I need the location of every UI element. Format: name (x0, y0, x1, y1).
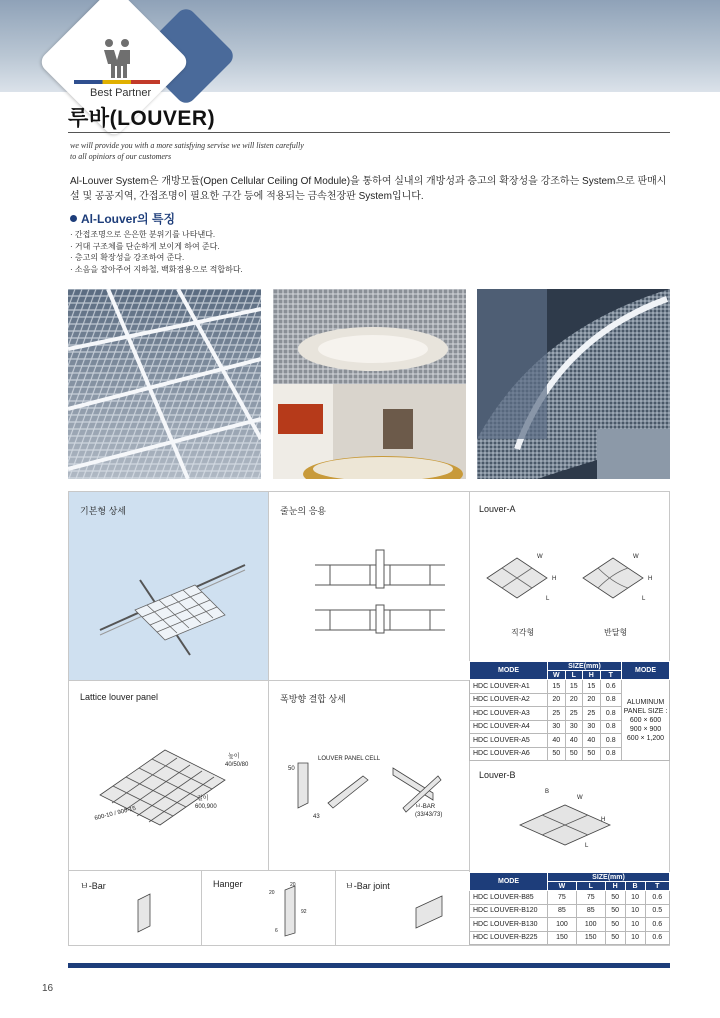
tagline (70, 140, 370, 162)
feature-item: · 층고의 확장성을 강조하여 준다. (70, 253, 185, 262)
table-b-col-l: L (576, 882, 605, 891)
hanger-label: Hanger (213, 879, 243, 889)
louver-a-h-label: H (552, 576, 557, 582)
louver-b-drawing (515, 785, 615, 853)
table-row (470, 904, 670, 918)
table-a-col-h: H (583, 671, 601, 680)
cell-h: 50 (605, 904, 625, 918)
cell-l: 85 (576, 904, 605, 918)
cell-h: 50 (605, 918, 625, 932)
table-a-col-w: W (548, 671, 566, 680)
cell-h: 15 (583, 680, 601, 694)
cell-mode: HDC LOUVER-A5 (470, 734, 548, 748)
cell-w: 30 (548, 720, 566, 734)
cell-mode: HDC LOUVER-A6 (470, 747, 548, 761)
tagline-line-1: we will provide you with a more satisfying servise we will listen carefully (70, 141, 304, 150)
cell-w: 150 (548, 931, 577, 945)
hbar-joint-drawing (410, 888, 450, 936)
page-title: 루바(LOUVER) (68, 107, 216, 130)
louver-a-square-drawing (482, 548, 562, 608)
cell-t: 0.8 (600, 720, 621, 734)
hbar-drawing (130, 890, 160, 935)
lattice-drawing (85, 740, 260, 840)
table-b-col-t: T (645, 882, 669, 891)
bar-label: ㅂ-BAR (415, 804, 436, 810)
louver-a2-h-label: H (648, 576, 653, 582)
cell-h: 50 (605, 891, 625, 905)
cell-l: 30 (565, 720, 583, 734)
cell-h: 25 (583, 707, 601, 721)
note-line: 600 × 600 (629, 716, 662, 724)
louver-a-spec-table (469, 661, 670, 761)
table-row (470, 680, 670, 694)
cell-l: 75 (576, 891, 605, 905)
louver-a-half-moon-drawing (578, 548, 658, 608)
features-list (70, 229, 243, 275)
cell-w: 25 (548, 707, 566, 721)
feature-item: · 거대 구조체를 단순하게 보이게 하여 준다. (70, 241, 220, 251)
cell-l: 25 (565, 707, 583, 721)
louver-a-square-caption: 직각형 (511, 628, 535, 637)
cell-h: 40 (583, 734, 601, 748)
cell-l: 40 (565, 734, 583, 748)
cell-l: 150 (576, 931, 605, 945)
grid-line (335, 870, 336, 946)
cell-t: 0.5 (645, 904, 669, 918)
grid-line (68, 680, 470, 681)
cell-mode: HDC LOUVER-A4 (470, 720, 548, 734)
cell-t: 0.6 (645, 931, 669, 945)
features-heading-text: Al-Louver의 특징 (81, 212, 176, 226)
joint-use-label: 줄눈의 응용 (280, 506, 326, 516)
cell-b: 10 (625, 891, 645, 905)
cell-t: 0.6 (645, 891, 669, 905)
cell-t: 0.6 (600, 680, 621, 694)
cell-mode: HDC LOUVER-A3 (470, 707, 548, 721)
lattice-dim-label: 600-10 / 900-15 (94, 805, 137, 822)
note-line: PANEL SIZE : (623, 707, 668, 715)
hanger-92: 92 (301, 909, 307, 915)
louver-b-l-label: L (585, 843, 589, 849)
table-a-col-l: L (565, 671, 583, 680)
cell-b: 10 (625, 931, 645, 945)
grid-line (201, 870, 202, 946)
louver-b-w-label: W (577, 795, 583, 801)
note-line: 900 × 900 (629, 725, 662, 733)
title-divider (68, 132, 670, 133)
cell-w: 75 (548, 891, 577, 905)
joint-use-drawing (310, 545, 450, 640)
lattice-length-values: 600,900 (195, 804, 217, 810)
lattice-height-values: 40/50/80 (225, 762, 249, 768)
louver-b-b-label: B (545, 789, 550, 795)
louver-a2-w-label: W (633, 554, 639, 560)
features-heading (70, 210, 175, 227)
panel-cell-label: LOUVER PANEL CELL (318, 756, 381, 762)
cell-mode: HDC LOUVER-B85 (470, 891, 548, 905)
cell-w: 40 (548, 734, 566, 748)
photo-curved-ceiling (477, 289, 670, 479)
cell-mode: HDC LOUVER-B130 (470, 918, 548, 932)
louver-a-half-moon-caption: 반달형 (604, 628, 628, 637)
grid-line (68, 870, 470, 871)
louver-b-spec-table (469, 872, 670, 945)
cell-l: 20 (565, 693, 583, 707)
cell-h: 50 (583, 747, 601, 761)
louver-a-label: Louver-A (479, 504, 516, 514)
table-b-col-b: B (625, 882, 645, 891)
cell-b: 10 (625, 904, 645, 918)
cell-t: 0.8 (600, 747, 621, 761)
photo-grid-ceiling (68, 289, 261, 479)
cell-h: 20 (583, 693, 601, 707)
table-row (470, 918, 670, 932)
cell-l: 15 (565, 680, 583, 694)
table-b-col-h: H (605, 882, 625, 891)
basic-detail-drawing (95, 540, 255, 660)
table-b-mode-header: MODE (470, 873, 548, 891)
note-line: 600 × 1,200 (626, 734, 665, 742)
photo-lobby-ceiling (273, 289, 466, 479)
table-b-col-w: W (548, 882, 577, 891)
hbar-label: ㅂ-Bar (80, 881, 106, 891)
louver-a-w-label: W (537, 554, 543, 560)
lattice-label: Lattice louver panel (80, 692, 159, 702)
hanger-20b: 20 (269, 890, 275, 896)
bullet-dot-icon (70, 215, 77, 222)
cell-w: 15 (548, 680, 566, 694)
cell-b: 10 (625, 918, 645, 932)
feature-item: · 간접조명으로 은은한 분위기를 나타낸다. (70, 230, 216, 239)
hbar-joint-label: ㅂ-Bar joint (345, 881, 390, 891)
page-number: 16 (42, 983, 54, 994)
cell-mode: HDC LOUVER-A1 (470, 680, 548, 694)
dim-50-label: 50 (288, 766, 295, 772)
dim-43-label: 43 (313, 814, 320, 820)
brand-text: Best Partner (90, 87, 152, 99)
louver-b-label: Louver-B (479, 770, 516, 780)
table-a-mode-col-header: MODE (622, 662, 670, 680)
cell-l: 100 (576, 918, 605, 932)
grid-line (268, 491, 269, 870)
cell-mode: HDC LOUVER-B120 (470, 904, 548, 918)
footer-bar (68, 963, 670, 968)
note-line: ALUMINUM (626, 698, 665, 706)
cell-mode: HDC LOUVER-B225 (470, 931, 548, 945)
hanger-20a: 20 (290, 882, 296, 888)
bar-sizes-label: (33/43/73) (415, 812, 443, 818)
table-a-size-header: SIZE(mm) (548, 662, 622, 671)
louver-a2-l-label: L (642, 596, 646, 602)
lattice-length-label: 길이 (197, 796, 209, 802)
cell-mode: HDC LOUVER-A2 (470, 693, 548, 707)
hanger-6: 6 (275, 928, 278, 934)
cell-w: 85 (548, 904, 577, 918)
tagline-line-2: to all opiniors of our customers (70, 152, 172, 161)
cell-t: 0.8 (600, 734, 621, 748)
feature-item: · 소음을 잡아주어 지하철, 백화점용으로 적합하다. (70, 264, 243, 274)
cell-h: 50 (605, 931, 625, 945)
table-row (470, 931, 670, 945)
width-joint-drawing (283, 748, 463, 828)
basic-detail-label: 기본형 상세 (80, 506, 126, 516)
cell-l: 50 (565, 747, 583, 761)
cell-w: 20 (548, 693, 566, 707)
lattice-height-label: 높이 (228, 754, 240, 760)
table-a-col-t: T (600, 671, 621, 680)
table-row (470, 891, 670, 905)
cell-t: 0.8 (600, 707, 621, 721)
intro-paragraph: Al-Louver System은 개방모듈(Open Cellular Ceiling Of Module)을 통하여 실내의 개방성과 층고의 확장성을 강조하는 System으로 판매시설 및 공공지역, 간접조명이 필요한 구간 등에 적용되는 금속천장판 System입니다. (70, 176, 667, 202)
cell-t: 0.8 (600, 693, 621, 707)
cell-w: 100 (548, 918, 577, 932)
cell-w: 50 (548, 747, 566, 761)
cell-t: 0.6 (645, 918, 669, 932)
cell-h: 30 (583, 720, 601, 734)
louver-a-l-label: L (546, 596, 550, 602)
logo-color-stripe (74, 80, 160, 84)
width-joint-label: 폭방향 결합 상세 (280, 694, 346, 704)
hanger-drawing (255, 878, 315, 938)
panel-size-note (622, 680, 670, 761)
table-a-mode-header: MODE (470, 662, 548, 680)
louver-b-h-label: H (601, 817, 606, 823)
table-b-size-header: SIZE(mm) (548, 873, 670, 882)
partners-handshake-icon (99, 38, 135, 78)
